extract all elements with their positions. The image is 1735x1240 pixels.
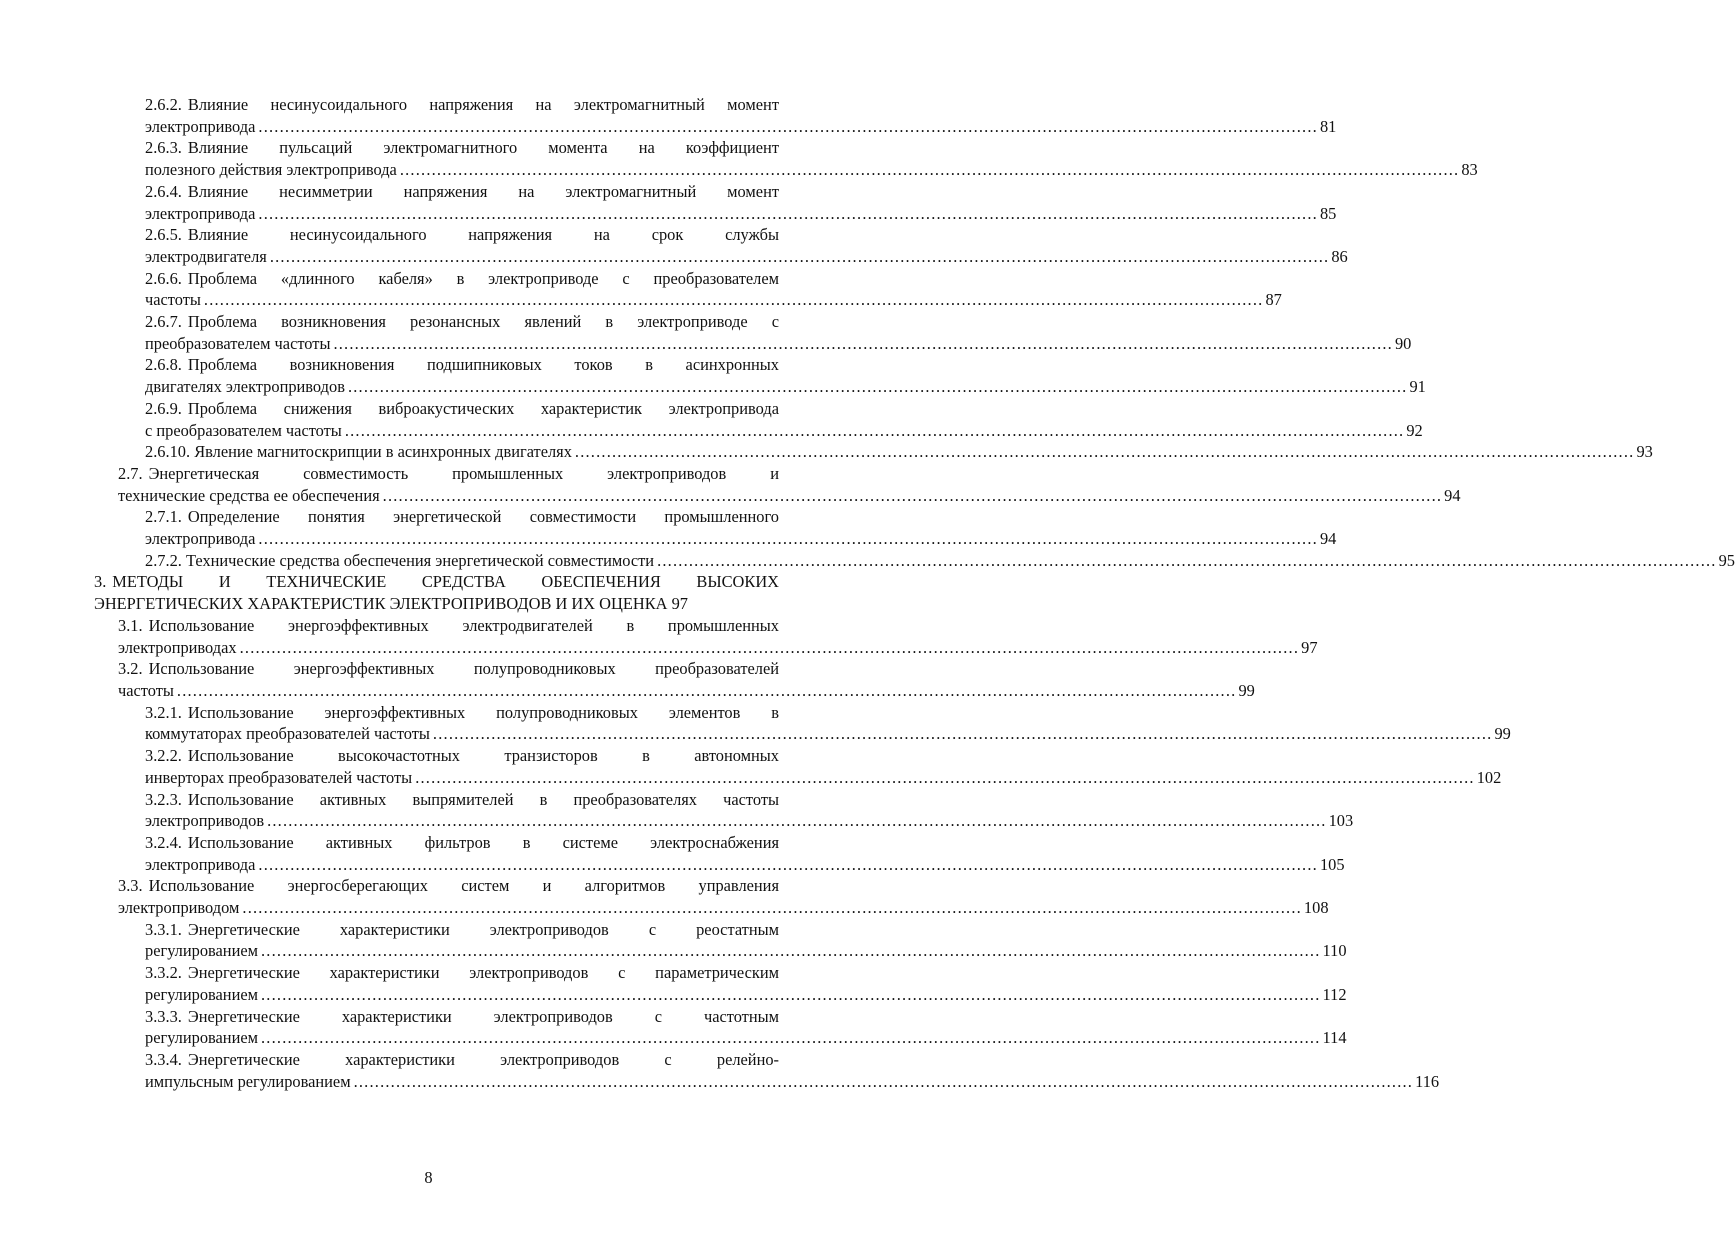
entry-title-line2: импульсным регулированием [145, 1071, 351, 1091]
entry-number: 3.2.3. [145, 789, 182, 809]
entry-page: 85 [1319, 203, 1337, 223]
entry-title-line1: Использование энергоэффективных полупроводниковых преобразователей [148, 659, 779, 679]
leader-dots: ........................................................................................................................................................................................................ [267, 811, 1327, 831]
toc-entry-2-6-4 [0, 181, 1337, 224]
entry-page: 92 [1406, 420, 1423, 440]
entry-title-line1: Определение понятия энергетической совместимости промышленного [187, 507, 779, 527]
toc-entry-2-7-1 [0, 506, 1337, 549]
entry-title-line1: Использование энергоэффективных полупроводниковых элементов в [187, 702, 779, 722]
entry-title-line2: технические средства ее обеспечения [118, 485, 380, 505]
leader-dots: ........................................................................................................................................................................................................ [261, 984, 1321, 1004]
entry-title-line2: частоты [145, 290, 201, 310]
table-of-contents [0, 94, 1735, 1092]
entry-page: 94 [1444, 485, 1461, 505]
entry-page: 114 [1322, 1028, 1347, 1048]
entry-number: 2.6.6. [145, 268, 182, 288]
entry-title-line1: Энергетические характеристики электроприводов с реостатным [187, 919, 779, 939]
entry-page: 91 [1409, 377, 1426, 397]
toc-entry-2-6-5 [0, 224, 1348, 267]
entry-number: 3. [94, 572, 107, 592]
entry-page: 112 [1322, 984, 1347, 1004]
leader-dots: ........................................................................................................................................................................................................ [242, 898, 1302, 918]
entry-title-line1: Использование энергоэффективных электродвигателей в промышленных [148, 615, 779, 635]
toc-entry-2-6-7 [0, 311, 1412, 354]
toc-entry-3-2-3 [0, 789, 1354, 832]
leader-dots: ........................................................................................................................................................................................................ [261, 1028, 1321, 1048]
entry-title-line2: преобразователем частоты [145, 333, 331, 353]
toc-entry-3-3 [0, 875, 1329, 918]
leader-dots: ........................................................................................................................................................................................................ [258, 529, 1318, 549]
entry-title-line2: электропривода [145, 529, 256, 549]
entry-number: 3.3.2. [145, 963, 182, 983]
entry-title-line2: регулированием [145, 941, 258, 961]
entry-page: 90 [1394, 333, 1412, 353]
toc-entry-2-6-9 [0, 398, 1423, 441]
page-number: 8 [424, 1168, 433, 1187]
toc-entry-3-2 [0, 658, 1255, 701]
entry-title-line2: электроприводом [118, 898, 240, 918]
entry-title-line1: Энергетические характеристики электроприводов с релейно- [187, 1049, 779, 1069]
entry-number: 2.6.2. [145, 95, 182, 114]
entry-title-line2: электроприводов [145, 811, 265, 831]
leader-dots: ........................................................................................................................................................................................................ [269, 246, 1330, 266]
entry-title: Явление магнитоскрипции в асинхронных двигателях [194, 442, 572, 462]
toc-entry-3-2-2 [0, 745, 1502, 788]
toc-entry-3 [0, 571, 857, 614]
entry-title-line2: инверторах преобразователей частоты [145, 767, 413, 787]
entry-number: 2.6.7. [145, 312, 182, 332]
entry-number: 2.7. [118, 463, 143, 483]
toc-entry-3-2-1 [0, 702, 1511, 745]
entry-number: 3.2. [118, 659, 143, 679]
entry-number: 3.3.3. [145, 1006, 182, 1026]
leader-dots: ........................................................................................................................................................................................................ [176, 680, 1237, 700]
entry-page: 99 [1494, 724, 1511, 744]
entry-title-line1: Проблема «длинного кабеля» в электроприводе с преобразователем [187, 268, 779, 288]
toc-entry-2-7 [0, 463, 1461, 506]
entry-title-line1: Проблема снижения виброакустических характеристик электропривода [187, 398, 779, 418]
entry-title: Технические средства обеспечения энергетической совместимости [186, 550, 655, 570]
entry-number: 2.7.1. [145, 507, 182, 527]
entry-number: 2.6.3. [145, 138, 182, 158]
entry-number: 3.2.1. [145, 702, 182, 722]
entry-page: 87 [1265, 290, 1282, 310]
entry-number: 2.6.10. [145, 442, 191, 462]
entry-title-line1: МЕТОДЫ И ТЕХНИЧЕСКИЕ СРЕДСТВА ОБЕСПЕЧЕНИЯ ВЫСОКИХ [112, 572, 779, 592]
entry-title-line1: Проблема возникновения подшипниковых токов в асинхронных [187, 355, 779, 375]
entry-number: 2.6.4. [145, 181, 182, 201]
entry-number: 2.7.2. [145, 550, 182, 570]
entry-number: 3.3.1. [145, 919, 182, 939]
leader-dots: ........................................................................................................................................................................................................ [333, 333, 1393, 353]
entry-page: 116 [1415, 1071, 1440, 1091]
entry-title-line1: Использование энергосберегающих систем и алгоритмов управления [148, 876, 779, 896]
toc-entry-2-6-8 [0, 354, 1426, 397]
entry-title-line1: Использование активных фильтров в системе электроснабжения [187, 832, 779, 852]
entry-page: 97 [1301, 637, 1318, 657]
entry-title-line2: электропривода [145, 854, 256, 874]
toc-entry-3-3-1 [0, 919, 1347, 962]
toc-entry-2-6-6 [0, 268, 1282, 311]
entry-number: 3.2.2. [145, 746, 182, 766]
leader-dots: ........................................................................................................................................................................................................ [258, 854, 1318, 874]
entry-title-line1: Энергетическая совместимость промышленных электроприводов и [148, 463, 779, 483]
entry-page: 86 [1331, 246, 1348, 266]
toc-entry-3-3-4 [0, 1049, 1440, 1092]
leader-dots: ........................................................................................................................................................................................................ [574, 442, 1635, 462]
entry-title-line1: Энергетические характеристики электроприводов с параметрическим [187, 963, 779, 983]
toc-entry-3-2-4 [0, 832, 1345, 875]
entry-page: 103 [1328, 811, 1354, 831]
entry-page: 105 [1319, 854, 1345, 874]
entry-page: 83 [1461, 160, 1478, 180]
entry-title-line2: электропривода [145, 116, 256, 136]
entry-page: 94 [1319, 529, 1337, 549]
entry-number: 3.2.4. [145, 832, 182, 852]
entry-title-line2: частоты [118, 680, 174, 700]
entry-title-line2: электроприводах [118, 637, 237, 657]
leader-dots: ........................................................................................................................................................................................................ [344, 420, 1405, 440]
leader-dots: ........................................................................................................................................................................................................ [203, 290, 1264, 310]
toc-entry-2-7-2 [0, 550, 1735, 572]
leader-dots: ........................................................................................................................................................................................................ [432, 724, 1493, 744]
entry-number: 2.6.9. [145, 398, 182, 418]
entry-page: 99 [1238, 680, 1255, 700]
entry-number: 3.1. [118, 615, 143, 635]
leader-dots: ........................................................................................................................................................................................................ [382, 485, 1443, 505]
entry-page: 81 [1319, 116, 1337, 136]
leader-dots: ........................................................................................................................................................................................................ [353, 1071, 1414, 1091]
leader-dots: ........................................................................................................................................................................................................ [258, 116, 1318, 136]
entry-number: 2.6.5. [145, 225, 182, 245]
toc-entry-3-1 [0, 615, 1318, 658]
leader-dots: ........................................................................................................................................................................................................ [657, 550, 1717, 570]
entry-title-line2: ЭНЕРГЕТИЧЕСКИХ ХАРАКТЕРИСТИК ЭЛЕКТРОПРИВОДОВ И ИХ ОЦЕНКА [94, 594, 668, 614]
entry-page: 102 [1476, 767, 1502, 787]
toc-entry-2-6-3 [0, 137, 1478, 180]
leader-dots: ........................................................................................................................................................................................................ [399, 160, 1460, 180]
toc-entry-3-3-3 [0, 1006, 1347, 1049]
leader-dots: ........................................................................................................................................................................................................ [239, 637, 1300, 657]
entry-page: 95 [1718, 550, 1735, 570]
entry-title-line2: регулированием [145, 984, 258, 1004]
toc-entry-2-6-2 [0, 94, 1337, 137]
entry-page: 110 [1322, 941, 1347, 961]
leader-dots: ........................................................................................................................................................................................................ [415, 767, 1475, 787]
leader-dots: ........................................................................................................................................................................................................ [258, 203, 1318, 223]
entry-page: 108 [1303, 898, 1329, 918]
entry-title-line1: Энергетические характеристики электроприводов с частотным [187, 1006, 779, 1026]
leader-dots: ........................................................................................................................................................................................................ [261, 941, 1321, 961]
entry-title-line2: двигателях электроприводов [145, 377, 345, 397]
entry-title-line1: Использование высокочастотных транзисторов в автономных [187, 746, 779, 766]
entry-number: 3.3.4. [145, 1049, 182, 1069]
toc-entry-2-6-10 [0, 441, 1653, 463]
entry-title-line2: коммутаторах преобразователей частоты [145, 724, 430, 744]
entry-title-line1: Влияние пульсаций электромагнитного момента на коэффициент [187, 138, 779, 158]
entry-title-line2: электродвигателя [145, 246, 267, 266]
entry-title-line2: электропривода [145, 203, 256, 223]
entry-title-line2: с преобразователем частоты [145, 420, 342, 440]
entry-title-line1: Влияние несинусоидального напряжения на электромагнитный момент [187, 95, 779, 114]
entry-page: 97 [671, 594, 688, 614]
toc-entry-3-3-2 [0, 962, 1347, 1005]
entry-title-line1: Проблема возникновения резонансных явлений в электроприводе с [187, 312, 779, 332]
entry-number: 3.3. [118, 876, 143, 896]
entry-title-line2: регулированием [145, 1028, 258, 1048]
entry-title-line1: Использование активных выпрямителей в преобразователях частоты [187, 789, 779, 809]
leader-dots: ........................................................................................................................................................................................................ [347, 377, 1408, 397]
entry-title-line1: Влияние несинусоидального напряжения на срок службы [187, 225, 779, 245]
entry-number: 2.6.8. [145, 355, 182, 375]
entry-title-line1: Влияние несимметрии напряжения на электромагнитный момент [187, 181, 779, 201]
entry-title-line2: полезного действия электропривода [145, 160, 397, 180]
entry-page: 93 [1636, 442, 1653, 462]
